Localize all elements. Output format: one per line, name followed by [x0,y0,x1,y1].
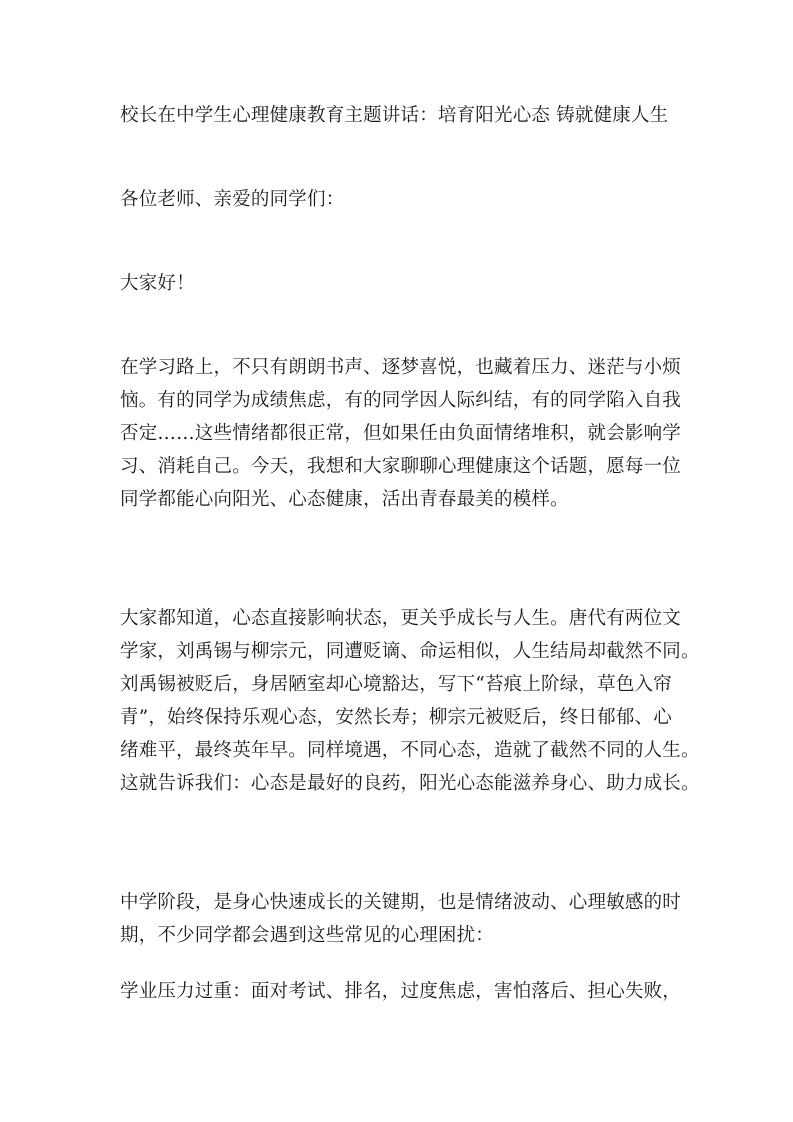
paragraph-pressure [120,975,680,1008]
paragraph-story [120,602,700,800]
paragraph-line: 中学阶段，是身心快速成长的关键期，也是情绪波动、心理敏感的时 [120,892,682,913]
paragraph-line: 否定……这些情绪都很正常，但如果任由负面情绪堆积，就会影响学 [120,423,682,444]
greeting: 大家好！ [120,273,195,294]
paragraph-line: 恼。有的同学为成绩焦虑，有的同学因人际纠结，有的同学陷入自我 [120,390,682,411]
paragraph-line: 同学都能心向阳光、心态健康，活出青春最美的模样。 [120,489,569,510]
paragraph-intro [120,351,680,516]
paragraph-line: 学家，刘禹锡与柳宗元，同遭贬谪、命运相似，人生结局却截然不同。 [120,641,700,662]
paragraph-line: 期，不少同学都会遇到这些常见的心理困扰： [120,925,495,946]
paragraph-line: 青”，始终保持乐观心态，安然长寿；柳宗元被贬后，终日郁郁、心 [120,707,672,728]
salutation: 各位老师、亲爱的同学们： [120,189,345,210]
paragraph-line: 在学习路上，不只有朗朗书声、逐梦喜悦，也藏着压力、迷茫与小烦 [120,357,682,378]
paragraph-line: 这就告诉我们：心态是最好的良药，阳光心态能滋养身心、助力成长。 [120,773,700,794]
speech-title: 校长在中学生心理健康教育主题讲话：培育阳光心态 铸就健康人生 [120,105,669,126]
paragraph-line: 刘禹锡被贬后，身居陋室却心境豁达，写下“苔痕上阶绿，草色入帘 [120,674,672,695]
paragraph-line: 习、消耗自己。今天，我想和大家聊聊心理健康这个话题，愿每一位 [120,456,682,477]
paragraph-line: 大家都知道，心态直接影响状态，更关乎成长与人生。唐代有两位文 [120,608,682,629]
paragraph-stage [120,886,680,952]
paragraph-line: 学业压力过重：面对考试、排名，过度焦虑，害怕落后、担心失败， [120,981,682,1002]
paragraph-line: 绪难平，最终英年早。同样境遇，不同心态，造就了截然不同的人生。 [120,740,700,761]
